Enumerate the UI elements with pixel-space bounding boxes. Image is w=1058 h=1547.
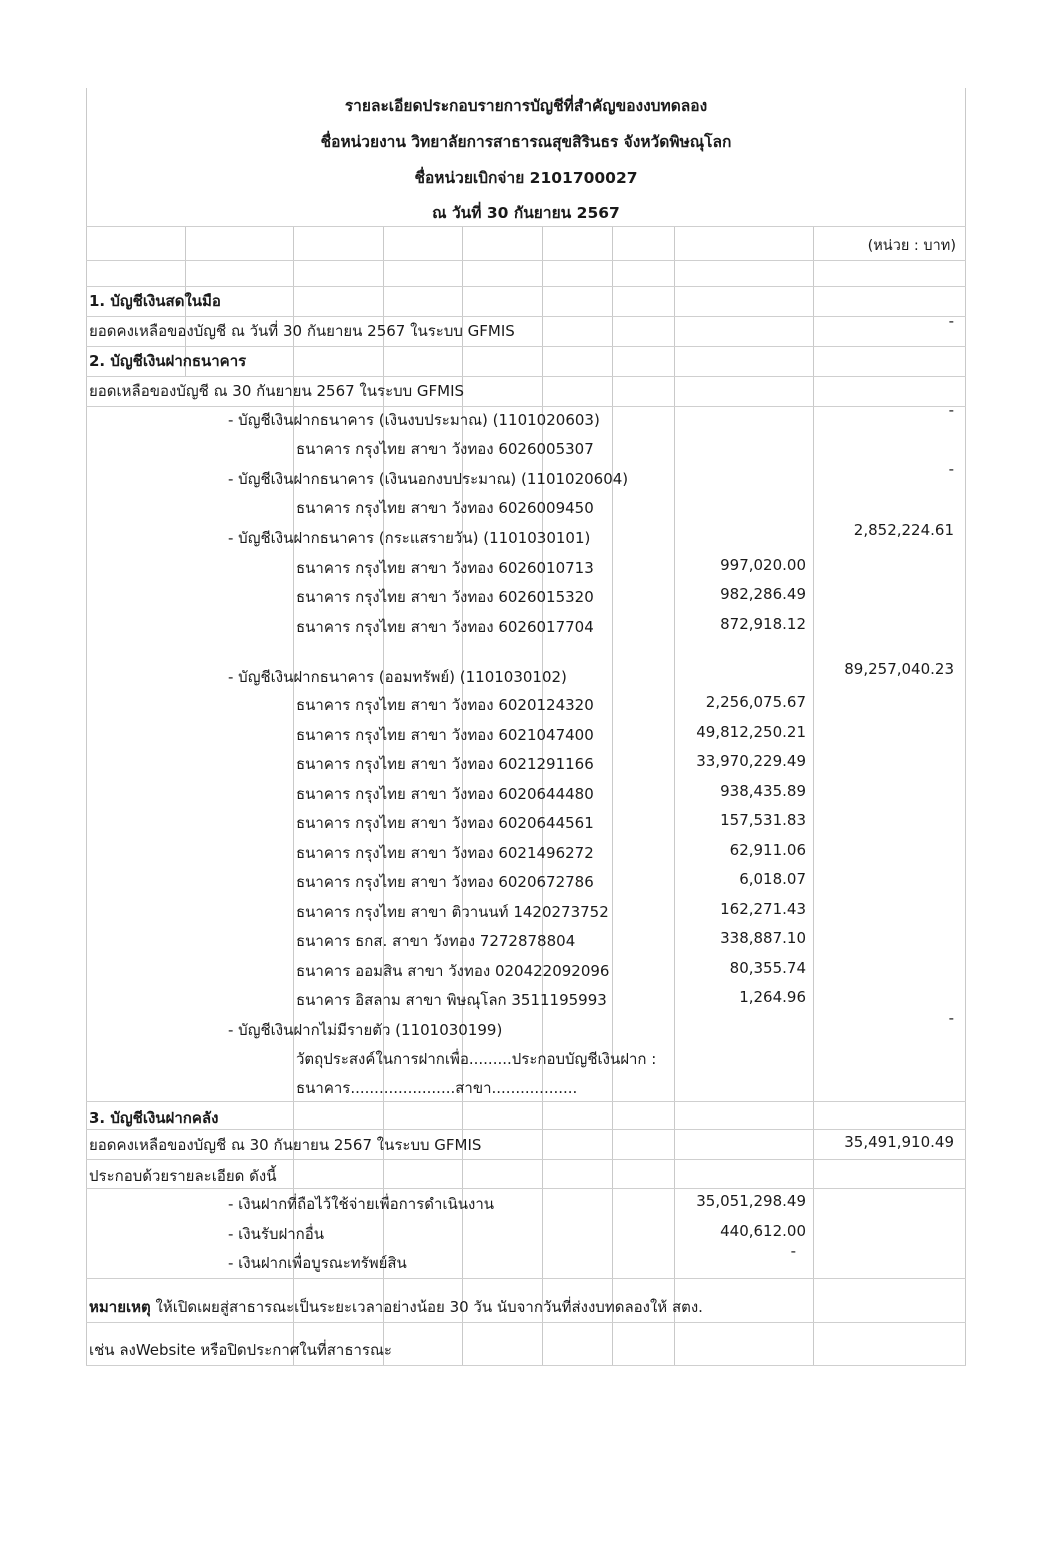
balance-label: ยอดเหลือของบัญชี ณ 30 กันยายน 2567 ในระบบ GFMIS — [89, 382, 465, 400]
treasury-amount: - — [790, 1242, 796, 1260]
bank-account: ธนาคาร กรุงไทย สาขา วังทอง 6026010713 — [296, 559, 594, 577]
report-title: รายละเอียดประกอบรายการบัญชีที่สำคัญของงบทดลอง — [344, 97, 708, 115]
bank-row — [86, 806, 966, 836]
grid-hline — [86, 1322, 966, 1323]
disbursement-unit: ชื่อหน่วยเบิกจ่าย 2101700027 — [414, 169, 638, 187]
bank-account: ธนาคาร กรุงไทย สาขา วังทอง 6026017704 — [296, 618, 594, 636]
bank-row — [86, 777, 966, 807]
bank-account: ธนาคาร กรุงไทย สาขา วังทอง 6026005307 — [296, 440, 594, 458]
bank-row — [86, 491, 966, 521]
bank-row — [86, 432, 966, 462]
treasury-amount: 440,612.00 — [720, 1222, 806, 1240]
bank-account: ธนาคาร กรุงไทย สาขา ติวานนท์ 1420273752 — [296, 903, 609, 921]
treasury-item: - เงินฝากที่ถือไว้ใช้จ่ายเพื่อการดำเนินงาน — [228, 1195, 495, 1213]
bank-row — [86, 688, 966, 718]
bank-account: ธนาคาร กรุงไทย สาขา วังทอง 6021291166 — [296, 755, 594, 773]
bank-amount: 2,256,075.67 — [705, 693, 806, 711]
bank-account: ธนาคาร กรุงไทย สาขา วังทอง 6021047400 — [296, 726, 594, 744]
balance-value: - — [948, 312, 954, 330]
note-row — [86, 1333, 966, 1363]
bank-amount: 6,018.07 — [739, 870, 806, 888]
bank-amount: 872,918.12 — [720, 615, 806, 633]
treasury-row — [86, 1242, 966, 1276]
bank-account: ธนาคาร ออมสิน สาขา วังทอง 020422092096 — [296, 962, 610, 980]
section-row — [86, 284, 966, 314]
bank-amount: 162,271.43 — [720, 900, 806, 918]
bank-row — [86, 836, 966, 866]
deposit-purpose: วัตถุประสงค์ในการฝากเพื่อ.........ประกอบบัญชีเงินฝาก : — [296, 1050, 657, 1068]
account-label: - บัญชีเงินฝากธนาคาร (ออมทรัพย์) (1101030102) — [228, 668, 567, 686]
bank-account: ธนาคาร กรุงไทย สาขา วังทอง 6020672786 — [296, 873, 594, 891]
bank-account: ธนาคาร กรุงไทย สาขา วังทอง 6020644561 — [296, 814, 594, 832]
section-title: 2. บัญชีเงินฝากธนาคาร — [89, 352, 247, 370]
bank-row — [86, 580, 966, 610]
detail-label: ประกอบด้วยรายละเอียด ดังนี้ — [89, 1167, 277, 1185]
grid-hline — [86, 226, 966, 227]
balance-label: ยอดคงเหลือของบัญชี ณ 30 กันยายน 2567 ในระบบ GFMIS — [89, 1136, 482, 1154]
section-row — [86, 344, 966, 374]
bank-row — [86, 718, 966, 748]
bank-amount: 49,812,250.21 — [696, 723, 806, 741]
account-label: - บัญชีเงินฝากธนาคาร (กระแสรายวัน) (1101030101) — [228, 529, 591, 547]
bank-amount: 62,911.06 — [729, 841, 806, 859]
note-row — [86, 1290, 966, 1320]
account-total: 89,257,040.23 — [844, 660, 954, 678]
account-label: - บัญชีเงินฝากธนาคาร (เงินนอกงบประมาณ) (1101020604) — [228, 470, 629, 488]
balance-label: ยอดคงเหลือของบัญชี ณ วันที่ 30 กันยายน 2567 ในระบบ GFMIS — [89, 322, 515, 340]
treasury-row — [86, 1187, 966, 1217]
account-row — [86, 462, 966, 492]
account-row — [86, 403, 966, 433]
detail-row — [86, 1159, 966, 1189]
account-total: - — [948, 460, 954, 478]
bank-account: ธนาคาร กรุงไทย สาขา วังทอง 6020124320 — [296, 696, 594, 714]
bank-row — [86, 1071, 966, 1101]
bank-account: ธนาคาร ธกส. สาขา วังทอง 7272878804 — [296, 932, 576, 950]
note-line2: เช่น ลงWebsite หรือปิดประกาศในที่สาธารณะ — [89, 1341, 392, 1359]
note-text — [89, 1295, 703, 1319]
agency-name: ชื่อหน่วยงาน วิทยาลัยการสาธารณสุขสิรินธร จังหวัดพิษณุโลก — [320, 133, 732, 151]
balance-row — [86, 374, 966, 404]
account-total: 2,852,224.61 — [853, 521, 954, 539]
treasury-item: - เงินรับฝากอื่น — [228, 1225, 325, 1243]
note-heading: หมายเหตุ — [89, 1298, 151, 1316]
section-row — [86, 1101, 966, 1131]
bank-account: ธนาคาร กรุงไทย สาขา วังทอง 6021496272 — [296, 844, 594, 862]
balance-row — [86, 1128, 966, 1158]
account-row — [86, 660, 966, 690]
bank-amount: 33,970,229.49 — [696, 752, 806, 770]
bank-account: ธนาคาร กรุงไทย สาขา วังทอง 6026009450 — [296, 499, 594, 517]
balance-value: 35,491,910.49 — [844, 1133, 954, 1151]
section-title: 1. บัญชีเงินสดในมือ — [89, 292, 221, 310]
section-title: 3. บัญชีเงินฝากคลัง — [89, 1109, 219, 1127]
bank-amount: 982,286.49 — [720, 585, 806, 603]
bank-row — [86, 865, 966, 895]
bank-row — [86, 924, 966, 954]
bank-row — [86, 610, 966, 640]
treasury-row — [86, 1217, 966, 1247]
unit-label: (หน่วย : บาท) — [867, 238, 956, 254]
account-label: - บัญชีเงินฝากธนาคาร (เงินงบประมาณ) (1101020603) — [228, 411, 600, 429]
account-label: - บัญชีเงินฝากไม่มีรายตัว (1101030199) — [228, 1021, 503, 1039]
bank-account: ธนาคาร กรุงไทย สาขา วังทอง 6026015320 — [296, 588, 594, 606]
bank-amount: 338,887.10 — [720, 929, 806, 947]
report-sheet — [86, 88, 966, 1366]
bank-amount: 80,355.74 — [729, 959, 806, 977]
bank-row — [86, 954, 966, 984]
bank-row — [86, 747, 966, 777]
bank-account: ธนาคาร อิสลาม สาขา พิษณุโลก 3511195993 — [296, 991, 607, 1009]
grid-hline — [86, 1278, 966, 1279]
bank-amount: 938,435.89 — [720, 782, 806, 800]
bank-amount: 1,264.96 — [739, 988, 806, 1006]
treasury-item: - เงินฝากเพื่อบูรณะทรัพย์สิน — [228, 1254, 407, 1272]
bank-account: ธนาคาร กรุงไทย สาขา วังทอง 6020644480 — [296, 785, 594, 803]
balance-row — [86, 314, 966, 344]
treasury-amount: 35,051,298.49 — [696, 1192, 806, 1210]
grid-hline — [86, 260, 966, 261]
account-total: - — [948, 1009, 954, 1027]
bank-row — [86, 551, 966, 581]
bank-row — [86, 895, 966, 925]
bank-amount: 157,531.83 — [720, 811, 806, 829]
account-row — [86, 1009, 966, 1043]
bank-account: ธนาคาร......................สาขา.................. — [296, 1079, 578, 1097]
report-date: ณ วันที่ 30 กันยายน 2567 — [432, 204, 620, 222]
purpose-row — [86, 1042, 966, 1072]
bank-amount: 997,020.00 — [720, 556, 806, 574]
account-total: - — [948, 401, 954, 419]
account-row — [86, 521, 966, 551]
grid-hline — [86, 1365, 966, 1366]
note-line1: ให้เปิดเผยสู่สาธารณะเป็นระยะเวลาอย่างน้อย 30 วัน นับจากวันที่ส่งงบทดลองให้ สตง. — [155, 1298, 703, 1316]
